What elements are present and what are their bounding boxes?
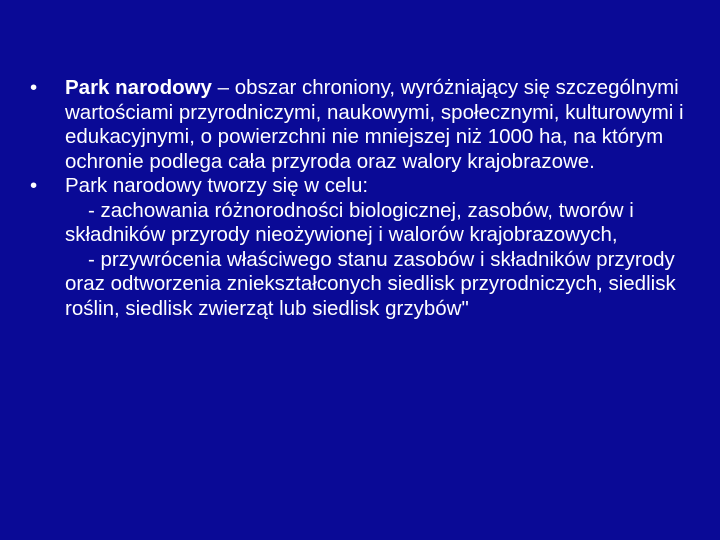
bullet-park-definition — [30, 76, 690, 174]
bullet-park-purpose — [30, 174, 690, 321]
bullet-icon: • — [30, 76, 38, 99]
purpose-item-restoration: - przywrócenia właściwego stanu zasobów i składników przyrody oraz odtworzenia zniekształconych siedlisk przyrodniczych, siedlisk roślin, siedlisk zwierząt lub siedlisk grzybów" — [65, 247, 676, 320]
definition-text: – obszar chroniony, wyróżniający się szczególnymi wartościami przyrodniczymi, naukowymi, społecznymi, kulturowymi i edukacyjnymi, o powierzchni nie mniejszej niż 1000 ha, na którym ochronie podlega cała przyroda oraz walory krajobrazowe. — [65, 76, 684, 173]
term-park-narodowy: Park narodowy — [65, 76, 212, 99]
slide-content — [30, 76, 690, 321]
bullet-icon: • — [30, 174, 38, 197]
purpose-item-biodiversity: - zachowania różnorodności biologicznej, zasobów, tworów i składników przyrody nieożywionej i walorów krajobrazowych, — [65, 198, 634, 246]
purpose-intro-text: Park narodowy tworzy się w celu: — [65, 174, 369, 197]
